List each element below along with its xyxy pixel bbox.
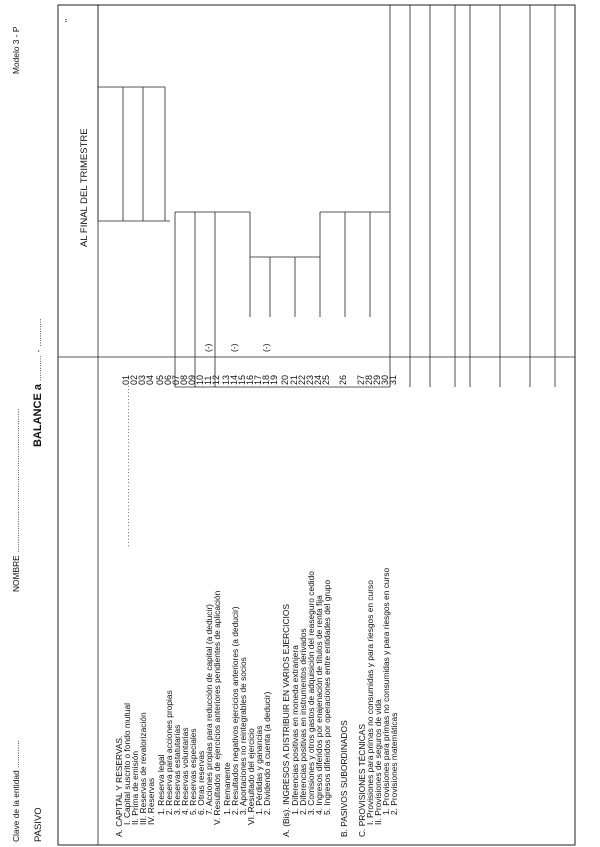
section-title: PASIVO xyxy=(33,807,44,842)
code-13: 13 xyxy=(221,374,231,385)
code-05: 05 xyxy=(155,374,165,385)
row-06: 2. Reserva para acciones propias xyxy=(164,690,174,815)
row-01: I. Capital suscrito o fondo mutual xyxy=(122,703,132,825)
code-12: 12 xyxy=(211,374,221,385)
row-02: II. Prima de emisión xyxy=(130,750,140,825)
row-28: I. Provisiones para primas no consumidas y para riesgos en curso xyxy=(365,580,375,825)
row-25: 5. Ingresos diferidos por operaciones entre entidades del grupo xyxy=(322,579,332,815)
row-08: 4. Reservas voluntarias xyxy=(180,727,190,815)
row-29: II. Provisiones de seguros de vida xyxy=(373,699,383,825)
row-23: 3. Comisiones y otros gastos de adquisición del reaseguro cedido xyxy=(306,571,316,815)
name-text: NOMBRE xyxy=(11,555,21,592)
neg-mark-11: (-) xyxy=(203,343,213,352)
row-04: IV. Reservas xyxy=(146,777,156,825)
balance-dots-1: ........... xyxy=(33,355,43,381)
neg-mark-18: (-) xyxy=(261,343,271,352)
row-07: 3. Reservas estatutarias xyxy=(172,724,182,815)
row-capital-y-reservas: A. CAPITAL Y RESERVAS. xyxy=(114,735,124,837)
row-10: 6. Otras reservas xyxy=(196,750,206,815)
code-07: 07 xyxy=(171,374,181,385)
entity-key-text: Clave de la entidad xyxy=(11,770,21,842)
bracket-01-04 xyxy=(98,87,170,221)
row-27-header: C. PROVISIONES TÉCNICAS xyxy=(357,724,367,837)
row-24: 4. Ingresos diferidos por enajenación de títulos de renta fija xyxy=(314,595,324,815)
row-31: 2. Provisiones matemáticas xyxy=(389,712,399,815)
code-03: 03 xyxy=(137,374,147,385)
row-22: 2. Diferencias positivas en instrumentos derivados xyxy=(298,628,308,815)
row-26: B. PASIVOS SUBORDINADOS xyxy=(339,720,349,837)
model-label: Modelo 3 - P xyxy=(11,26,21,74)
code-30: 30 xyxy=(380,374,390,385)
row-03: III. Reservas de revalorización xyxy=(138,712,148,825)
code-20: 20 xyxy=(280,374,290,385)
code-04: 04 xyxy=(145,374,155,385)
code-29: 29 xyxy=(372,374,382,385)
name-dots: .............................................................. xyxy=(11,408,21,553)
code-25: 25 xyxy=(321,374,331,385)
balance-title: BALANCE a ........... - ............ xyxy=(32,318,44,447)
code-19: 19 xyxy=(269,374,279,385)
code-09: 09 xyxy=(187,374,197,385)
balance-dots-2: ............ xyxy=(33,318,43,347)
row-17: 1. Pérdidas y ganancias xyxy=(254,725,264,815)
code-06: 06 xyxy=(163,374,173,385)
code-08: 08 xyxy=(179,374,189,385)
corner-mark: " xyxy=(63,19,73,22)
code-27: 27 xyxy=(356,374,366,385)
code-11: 11 xyxy=(203,375,213,385)
code-18: 18 xyxy=(261,374,271,385)
row-11: 7. Acciones propias para reducción de capital (a deducir) xyxy=(204,604,214,815)
code-24: 24 xyxy=(313,374,323,385)
row-14: 2. Resultados negativos ejercicios anteriores (a deducir) xyxy=(230,606,240,815)
row-05: 1. Reserva legal xyxy=(156,754,166,815)
code-28: 28 xyxy=(364,374,374,385)
row-15: 3. Aportaciones no reintegrables de socios xyxy=(238,657,248,815)
period-header: AL FINAL DEL TRIMESTRE xyxy=(79,128,90,247)
code-26: 26 xyxy=(338,374,348,385)
code-15: 15 xyxy=(237,374,247,385)
row-30: 1. Provisiones para primas no consumidas y para riesgos en curso xyxy=(381,567,391,815)
row-13: 1. Remanente xyxy=(222,762,232,815)
code-21: 21 xyxy=(289,374,299,385)
row-21: 1. Diferencias positivas en moneda extranjera xyxy=(290,645,300,815)
code-01: 01 xyxy=(121,374,131,385)
code-14: 14 xyxy=(229,374,239,385)
neg-mark-14: (-) xyxy=(229,343,239,352)
row-20: A. (Bis). INGRESOS A DISTRIBUIR EN VARIOS EJERCICIOS xyxy=(281,604,291,837)
row-16: VI. Resultado del ejercicio xyxy=(246,728,256,825)
code-02: 02 xyxy=(129,374,139,385)
value-brackets xyxy=(98,5,575,387)
code-10: 10 xyxy=(195,374,205,385)
code-23: 23 xyxy=(305,374,315,385)
code-16: 16 xyxy=(245,374,255,385)
leader-dots: ................................................. xyxy=(121,383,131,547)
code-31: 31 xyxy=(388,374,398,385)
row-09: 5. Reservas especiales xyxy=(188,728,198,815)
entity-key-dots: ............ xyxy=(11,740,21,768)
code-17: 17 xyxy=(253,374,263,385)
row-12: V. Resultados de ejercicios anteriores pendientes de aplicación xyxy=(212,590,222,825)
code-22: 22 xyxy=(297,374,307,385)
row-18: 2. Dividendo a cuenta (a deducir) xyxy=(262,691,272,815)
balance-label: BALANCE a xyxy=(32,384,44,447)
